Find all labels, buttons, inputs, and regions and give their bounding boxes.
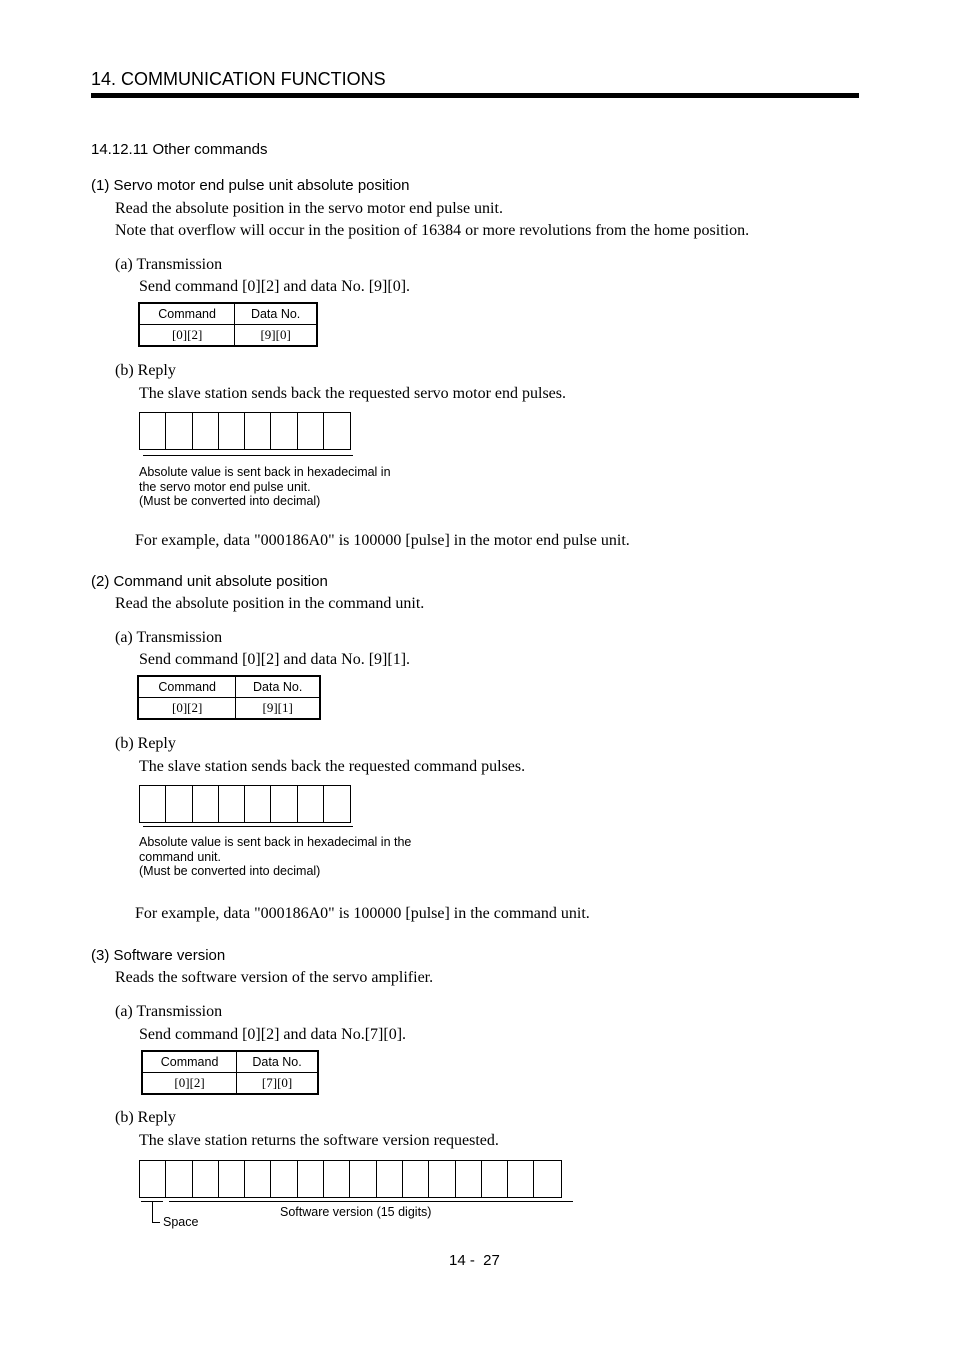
reply-digit-cell — [193, 1161, 219, 1197]
data-no-header: Data No. — [235, 303, 317, 325]
item1-example: For example, data "000186A0" is 100000 [pulse] in the motor end pulse unit. — [135, 532, 630, 549]
note-line: Absolute value is sent back in hexadecimal in the — [139, 835, 412, 849]
reply-digit-cell — [429, 1161, 455, 1197]
item2-a-title: (a) Transmission — [115, 629, 223, 646]
item3-a-text: Send command [0][2] and data No.[7][0]. — [139, 1026, 407, 1043]
item1-command-table — [138, 302, 318, 347]
item3-command-table — [141, 1050, 319, 1095]
item1-reply-note — [139, 465, 439, 509]
item2-b-text: The slave station sends back the requested command pulses. — [139, 758, 526, 775]
reply-digit-cell — [324, 1161, 350, 1197]
item2-a-text: Send command [0][2] and data No. [9][1]. — [139, 651, 411, 668]
reply-digit-cell — [298, 1161, 324, 1197]
section-title: 14.12.11 Other commands — [91, 141, 268, 158]
reply-digit-cell — [140, 1161, 166, 1197]
item3-b-text: The slave station returns the software version requested. — [139, 1132, 499, 1149]
space-bracket-leader — [152, 1201, 153, 1222]
reply-digit-cell — [245, 1161, 271, 1197]
note-line: Absolute value is sent back in hexadecimal in — [139, 465, 391, 479]
reply-digit-cell — [140, 413, 166, 449]
page-header-title: 14. COMMUNICATION FUNCTIONS — [91, 69, 386, 89]
note-line: (Must be converted into decimal) — [139, 494, 321, 508]
reply-digit-cell — [219, 1161, 245, 1197]
item2-desc1: Read the absolute position in the command unit. — [115, 595, 425, 612]
command-value: [0][2] — [138, 698, 236, 720]
reply-digit-cell — [193, 413, 219, 449]
data-no-value: [7][0] — [237, 1073, 318, 1095]
reply-digit-cell — [403, 1161, 429, 1197]
reply-digit-cell — [534, 1161, 560, 1197]
item2-reply-frame — [139, 785, 351, 823]
version-bracket-line — [169, 1201, 573, 1202]
version-label: Software version (15 digits) — [280, 1205, 432, 1219]
item3-reply-frame — [139, 1160, 562, 1198]
reply-digit-cell — [508, 1161, 534, 1197]
note-line: (Must be converted into decimal) — [139, 864, 321, 878]
item2-example: For example, data "000186A0" is 100000 [pulse] in the command unit. — [135, 905, 590, 922]
reply-digit-cell — [456, 1161, 482, 1197]
reply-digit-cell — [324, 786, 350, 822]
item2-b-title: (b) Reply — [115, 735, 176, 752]
reply-digit-cell — [271, 786, 297, 822]
command-header: Command — [139, 303, 235, 325]
item1-b-title: (b) Reply — [115, 362, 176, 379]
item1-desc2: Note that overflow will occur in the position of 16384 or more revolutions from the home position. — [115, 222, 750, 239]
header-rule — [91, 93, 859, 98]
reply-digit-cell — [377, 1161, 403, 1197]
data-no-header: Data No. — [236, 676, 320, 698]
item1-a-title: (a) Transmission — [115, 256, 223, 273]
reply-digit-cell — [166, 786, 192, 822]
reply-digit-cell — [324, 413, 350, 449]
item2-command-table — [137, 675, 321, 720]
data-no-header: Data No. — [237, 1051, 318, 1073]
reply-digit-cell — [219, 786, 245, 822]
item1-reply-frame — [139, 412, 351, 450]
command-header: Command — [138, 676, 236, 698]
item1-b-text: The slave station sends back the requested servo motor end pulses. — [139, 385, 566, 402]
space-bracket-foot — [152, 1222, 160, 1223]
reply-digit-cell — [245, 413, 271, 449]
reply-digit-cell — [298, 413, 324, 449]
note-line: the servo motor end pulse unit. — [139, 479, 311, 494]
item2-title: (2) Command unit absolute position — [91, 573, 328, 590]
item2-bracket-line — [143, 826, 353, 827]
reply-digit-cell — [166, 413, 192, 449]
item3-b-title: (b) Reply — [115, 1109, 176, 1126]
item3-desc1: Reads the software version of the servo amplifier. — [115, 969, 434, 986]
item1-bracket-line — [143, 455, 353, 456]
reply-digit-cell — [193, 786, 219, 822]
item3-a-title: (a) Transmission — [115, 1003, 223, 1020]
reply-digit-cell — [271, 413, 297, 449]
data-no-value: [9][1] — [236, 698, 320, 720]
page-number: 14 - 27 — [449, 1252, 500, 1269]
reply-digit-cell — [271, 1161, 297, 1197]
reply-digit-cell — [219, 413, 245, 449]
command-header: Command — [142, 1051, 237, 1073]
item1-desc1: Read the absolute position in the servo motor end pulse unit. — [115, 200, 503, 217]
item2-reply-note — [139, 835, 439, 879]
item1-title: (1) Servo motor end pulse unit absolute position — [91, 177, 410, 194]
item1-a-text: Send command [0][2] and data No. [9][0]. — [139, 278, 411, 295]
reply-digit-cell — [166, 1161, 192, 1197]
note-line: command unit. — [139, 849, 221, 864]
data-no-value: [9][0] — [235, 325, 317, 347]
command-value: [0][2] — [142, 1073, 237, 1095]
reply-digit-cell — [140, 786, 166, 822]
command-value: [0][2] — [139, 325, 235, 347]
reply-digit-cell — [482, 1161, 508, 1197]
reply-digit-cell — [245, 786, 271, 822]
item3-title: (3) Software version — [91, 947, 226, 964]
reply-digit-cell — [298, 786, 324, 822]
space-label: Space — [163, 1215, 199, 1229]
reply-digit-cell — [350, 1161, 376, 1197]
